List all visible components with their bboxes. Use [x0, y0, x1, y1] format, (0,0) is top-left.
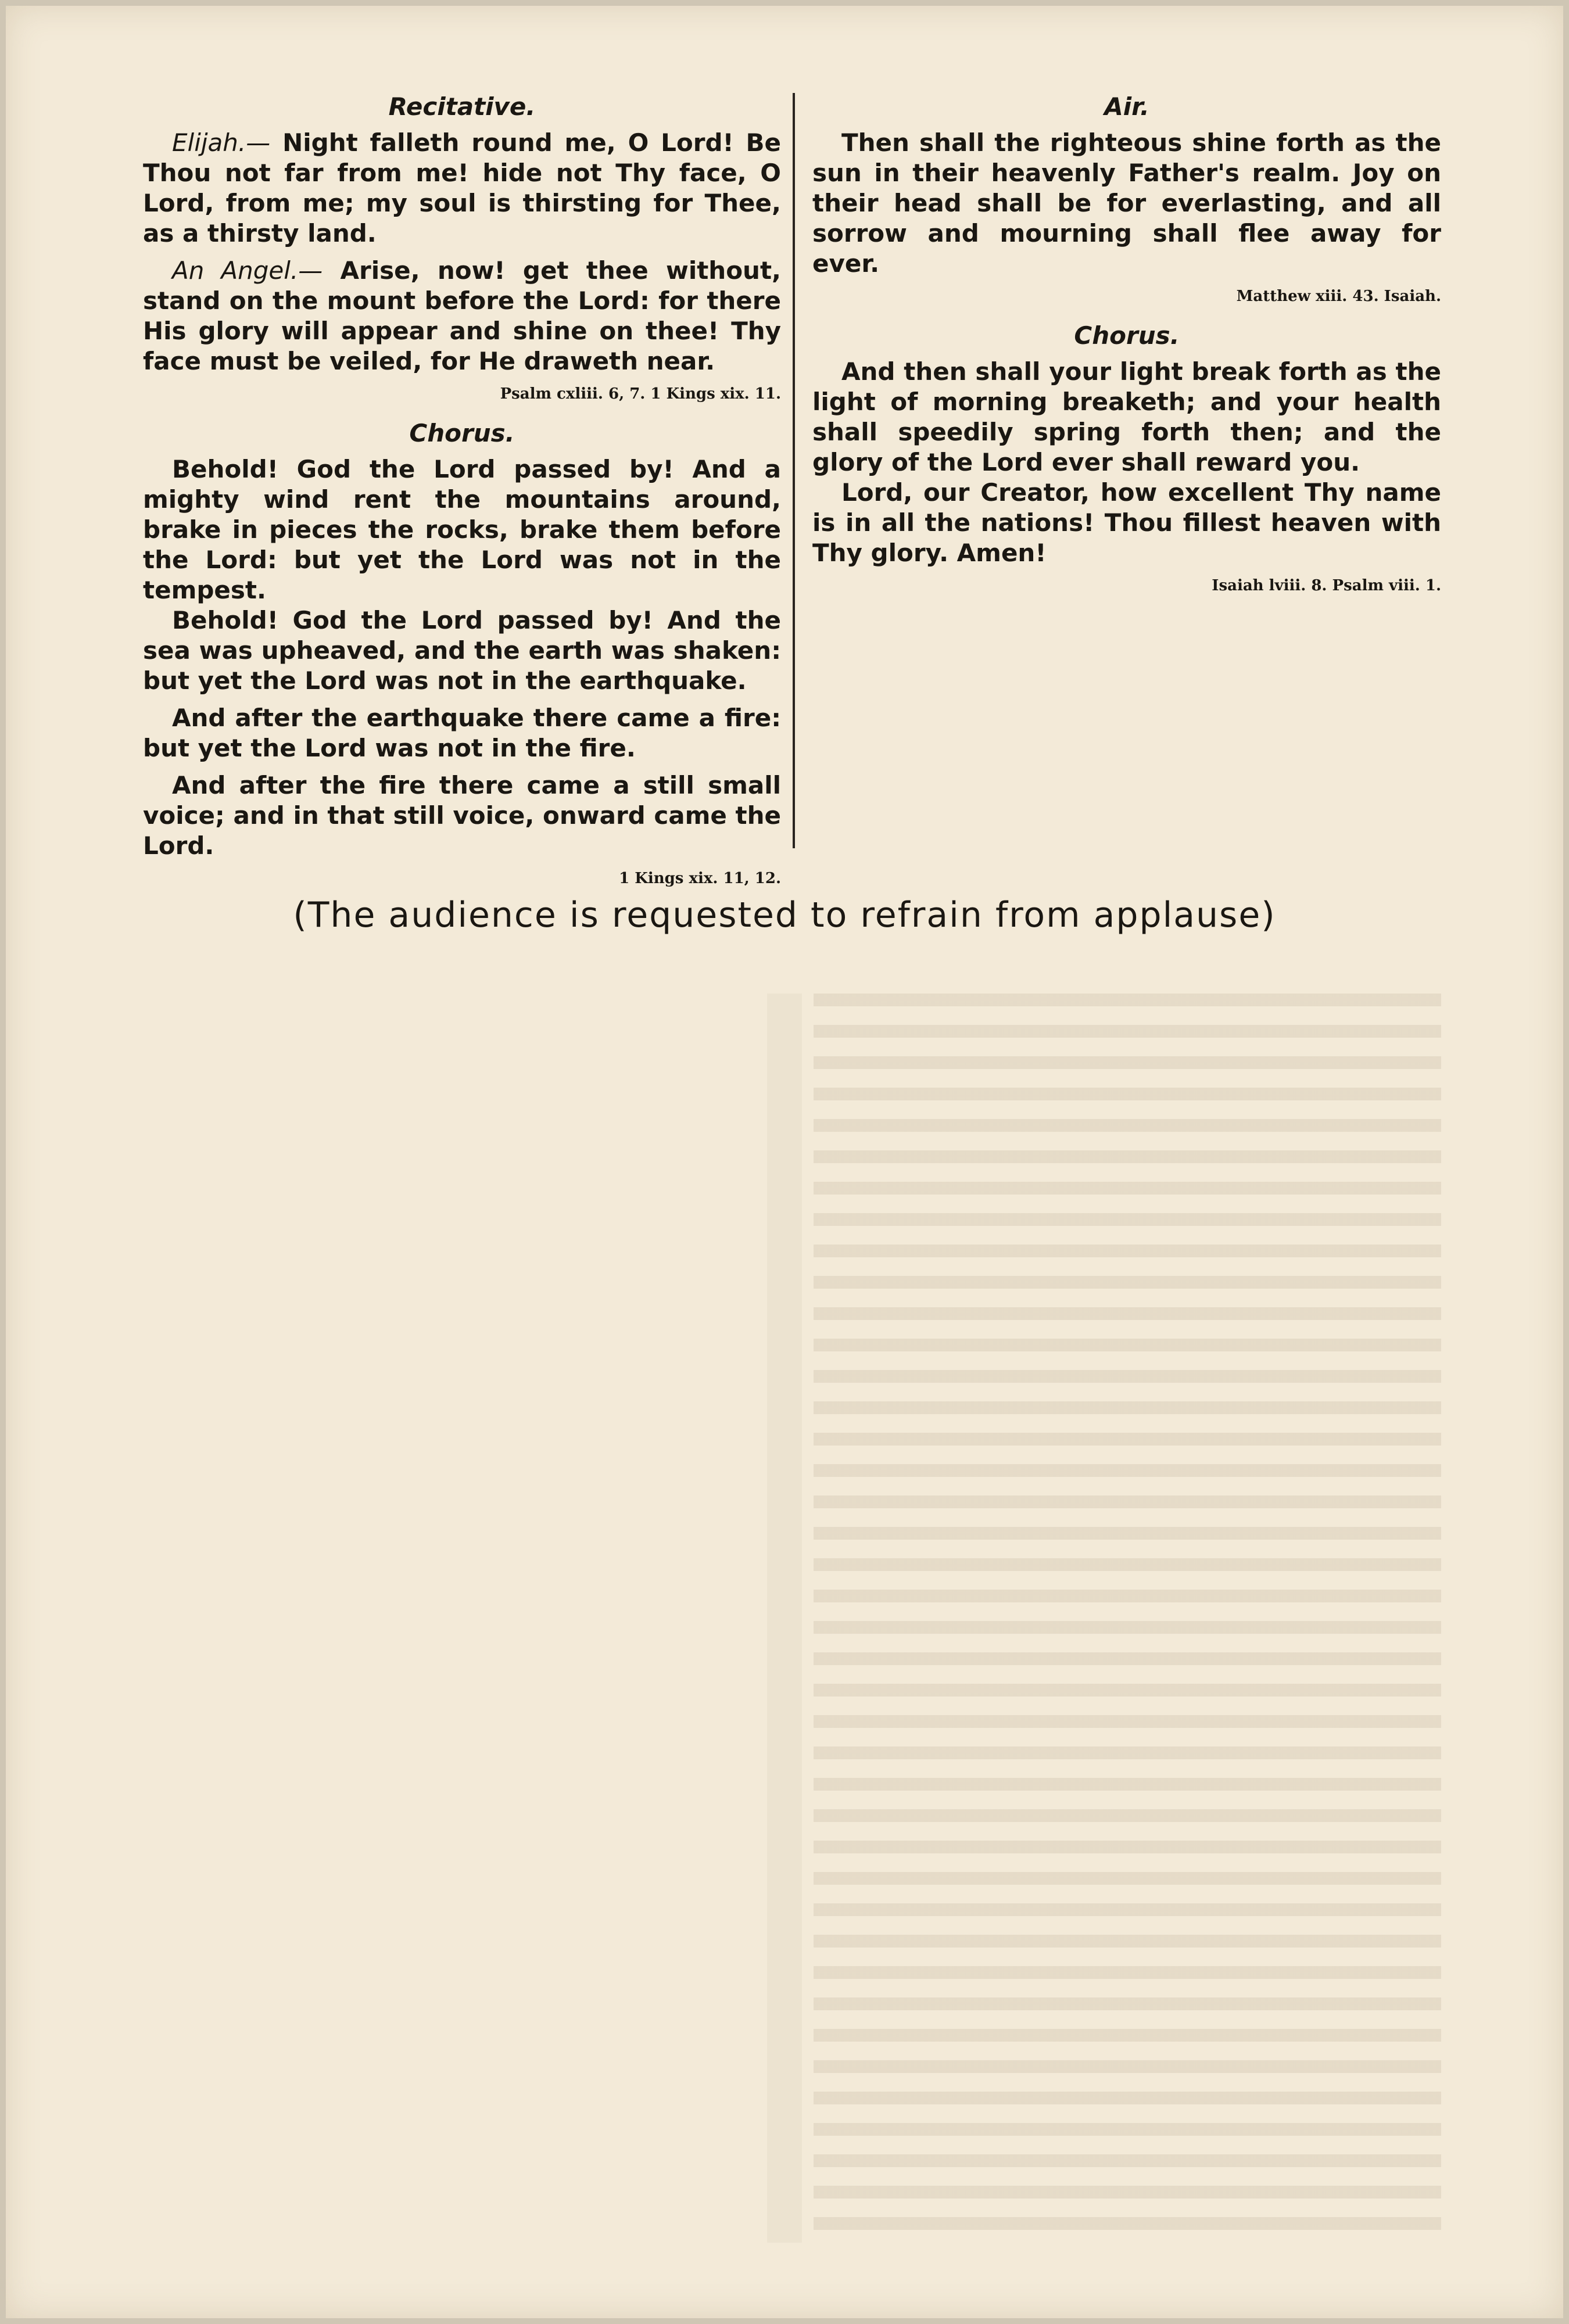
recitative-reference: Psalm cxliii. 6, 7. 1 Kings xix. 11. [500, 385, 781, 403]
angel-verse [143, 256, 781, 376]
angel-text: Arise, now! get thee without, stand on the mount before the Lord: for there His glory will appear and shine on thee! Thy face must be veiled, for He draweth near. [143, 256, 781, 375]
chorus-right-reference: Isaiah lviii. 8. Psalm viii. 1. [1212, 577, 1441, 594]
chorus-left-paragraph-1: Behold! God the Lord passed by! And a mighty wind rent the mountains around, brake in pieces the rocks, brake them before the Lord: but yet the Lord was not in the tempest. [143, 455, 781, 604]
show-through-texture-left [767, 994, 802, 2243]
air-paragraph: Then shall the righteous shine forth as the sun in their heavenly Father's realm. Joy on their head shall be for everlasting, and all sorrow and mourning shall flee away for ever. [812, 128, 1441, 278]
right-column [812, 92, 1441, 610]
air-reference: Matthew xiii. 43. Isaiah. [1236, 288, 1441, 305]
angel-speaker: An Angel.— [172, 256, 323, 285]
left-column [143, 92, 781, 903]
air-heading: Air. [1104, 92, 1149, 121]
chorus-left-paragraph-2: Behold! God the Lord passed by! And the sea was upheaved, and the earth was shaken: but yet the Lord was not in the earthquake. [143, 606, 781, 695]
program-page [6, 6, 1563, 2318]
show-through-texture [814, 994, 1441, 2243]
chorus-right-paragraph-2: Lord, our Creator, how excellent Thy name is in all the nations! Thou fillest heaven with Thy glory. Amen! [812, 478, 1441, 567]
chorus-right-paragraph-1: And then shall your light break forth as the light of morning breaketh; and your health shall speedily spring forth then; and the glory of the Lord ever shall reward you. [812, 357, 1441, 476]
elijah-text: Night falleth round me, O Lord! Be Thou not far from me! hide not Thy face, O Lord, from me; my soul is thirsting for Thee, as a thirsty land. [143, 128, 781, 248]
recitative-heading: Recitative. [388, 92, 536, 121]
chorus-left-reference: 1 Kings xix. 11, 12. [619, 870, 781, 887]
column-divider [793, 93, 795, 848]
elijah-verse [143, 128, 781, 249]
chorus-heading-left: Chorus. [409, 419, 515, 447]
chorus-heading-right: Chorus. [1074, 321, 1180, 350]
chorus-left-paragraph-4: And after the fire there came a still small voice; and in that still voice, onward came the Lord. [143, 771, 781, 860]
chorus-left-paragraph-3: And after the earthquake there came a fire: but yet the Lord was not in the fire. [143, 704, 781, 762]
applause-notice: (The audience is requested to refrain from applause) [293, 895, 1276, 935]
elijah-speaker: Elijah.— [172, 128, 271, 157]
